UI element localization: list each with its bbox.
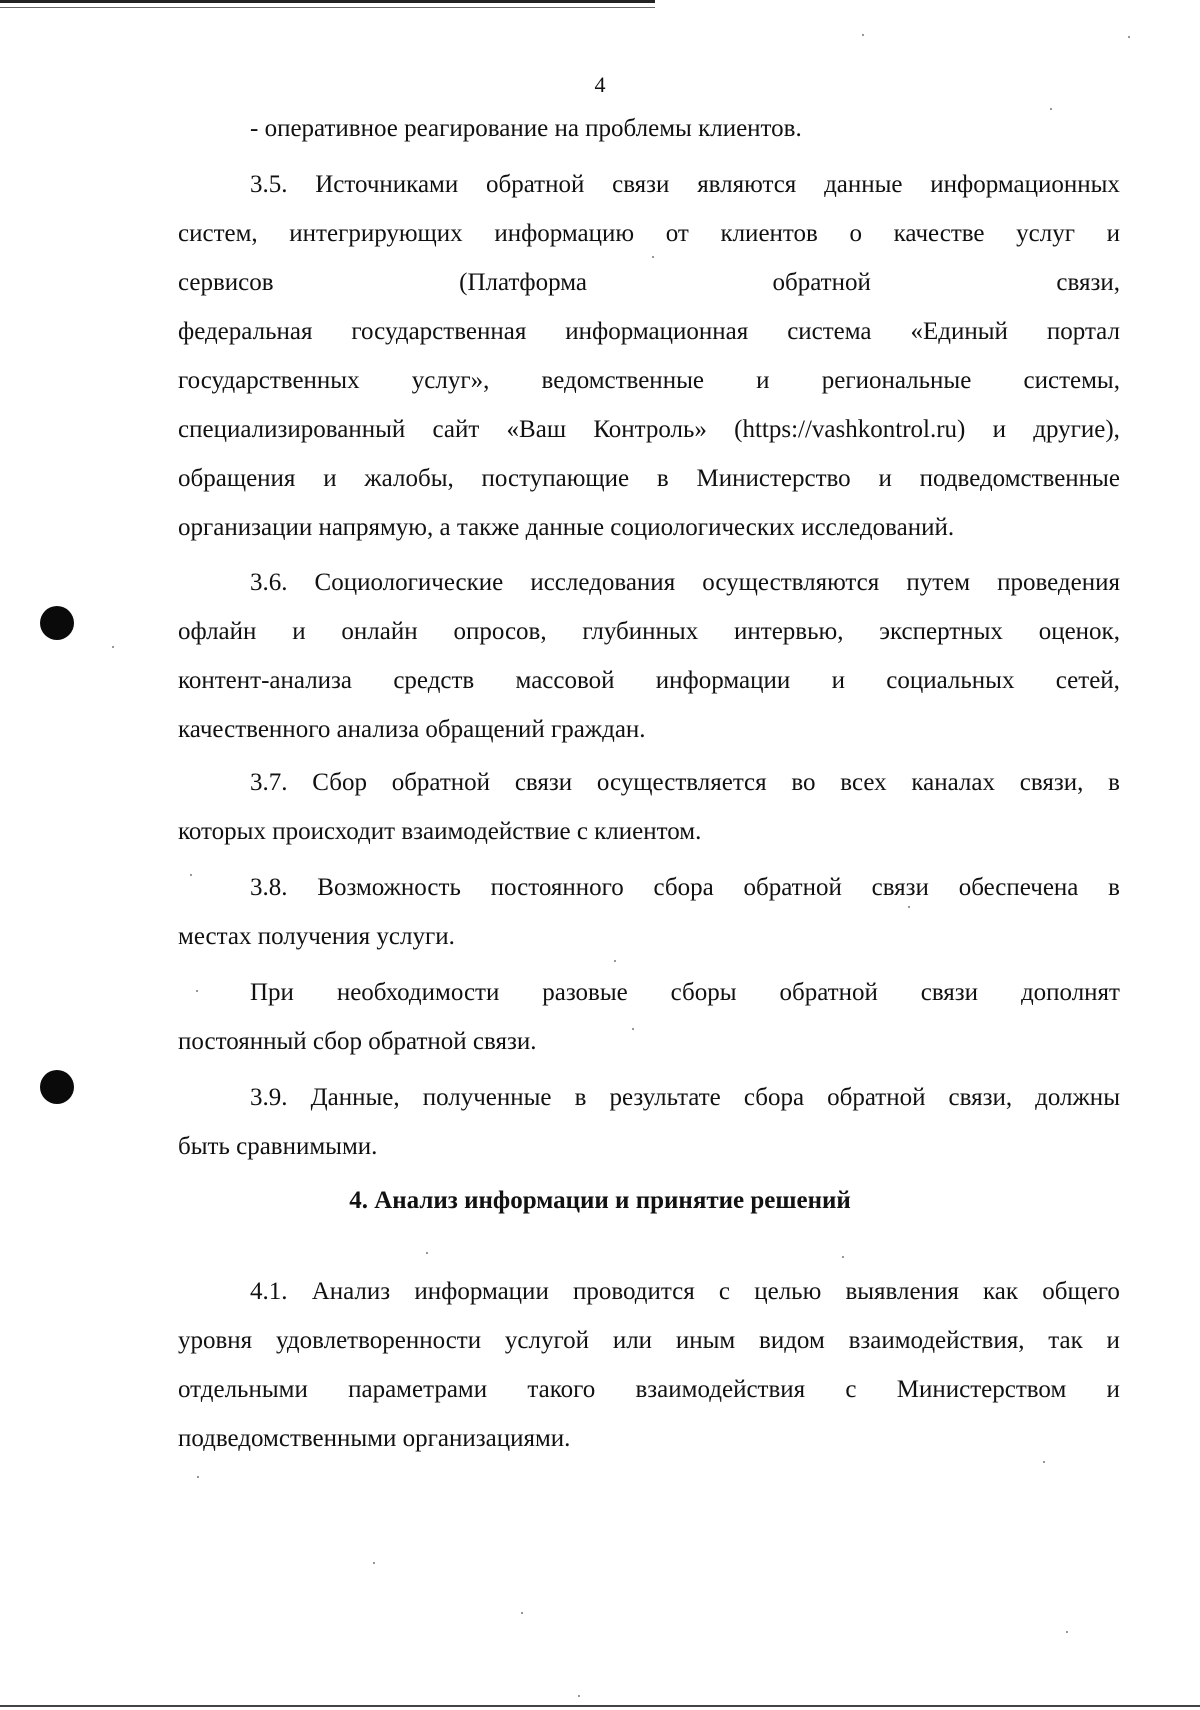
scan-edge-line	[0, 7, 655, 8]
punch-hole-top	[40, 606, 74, 640]
text-line: организации напрямую, а также данные социологических исследований.	[178, 514, 955, 541]
text-line: отдельными параметрами такого взаимодействия с Министерством и	[178, 1376, 1120, 1403]
text-line: - оперативное реагирование на проблемы клиентов.	[250, 115, 802, 142]
text-line: 4.1. Анализ информации проводится с целью выявления как общего	[250, 1278, 1120, 1305]
text-line: государственных услуг», ведомственные и региональные системы,	[178, 367, 1120, 394]
text-line: офлайн и онлайн опросов, глубинных интервью, экспертных оценок,	[178, 618, 1120, 645]
text-line: подведомственными организациями.	[178, 1425, 571, 1452]
scan-speck	[578, 1695, 580, 1697]
scan-speck	[1128, 36, 1130, 38]
section-heading: 4. Анализ информации и принятие решений	[349, 1187, 851, 1214]
scan-speck	[614, 960, 616, 962]
page-number: 4	[594, 72, 606, 97]
text-line: федеральная государственная информационная система «Единый портал	[178, 318, 1120, 345]
scan-speck	[197, 1476, 199, 1478]
scan-speck	[112, 646, 114, 648]
scan-edge-bottom	[0, 1705, 1200, 1707]
text-line: уровня удовлетворенности услугой или иным видом взаимодействия, так и	[178, 1327, 1120, 1354]
scan-speck	[842, 1256, 844, 1258]
text-line: При необходимости разовые сборы обратной связи дополнят	[250, 979, 1120, 1006]
scan-speck	[652, 256, 654, 258]
punch-hole-bottom	[40, 1070, 74, 1104]
text-line: 3.8. Возможность постоянного сбора обратной связи обеспечена в	[250, 874, 1120, 901]
text-line: контент-анализа средств массовой информации и социальных сетей,	[178, 667, 1120, 694]
scan-speck	[632, 1028, 634, 1030]
text-line: местах получения услуги.	[178, 923, 455, 950]
text-line: обращения и жалобы, поступающие в Министерство и подведомственные	[178, 465, 1120, 492]
scan-speck	[1043, 1461, 1045, 1463]
text-line: 3.7. Сбор обратной связи осуществляется во всех каналах связи, в	[250, 769, 1120, 796]
text-line: которых происходит взаимодействие с клиентом.	[178, 818, 702, 845]
scan-edge-top	[0, 0, 655, 3]
text-line: сервисов (Платформа обратной связи,	[178, 269, 1120, 296]
scan-speck	[426, 1252, 428, 1254]
text-line: качественного анализа обращений граждан.	[178, 716, 646, 743]
scan-speck	[862, 34, 864, 36]
scan-speck	[196, 990, 198, 992]
text-line: систем, интегрирующих информацию от клиентов о качестве услуг и	[178, 220, 1120, 247]
scan-speck	[1066, 1631, 1068, 1633]
scan-speck	[373, 1562, 375, 1564]
scan-speck	[521, 1612, 523, 1614]
text-line: быть сравнимыми.	[178, 1133, 378, 1160]
scan-speck	[908, 906, 910, 908]
scan-speck	[1050, 108, 1052, 110]
text-line: постоянный сбор обратной связи.	[178, 1028, 537, 1055]
text-line: 3.5. Источниками обратной связи являются данные информационных	[250, 171, 1120, 198]
text-line: специализированный сайт «Ваш Контроль» (https://vashkontrol.ru) и другие),	[178, 416, 1120, 443]
text-line: 3.9. Данные, полученные в результате сбора обратной связи, должны	[250, 1084, 1120, 1111]
scan-speck	[190, 874, 192, 876]
text-line: 3.6. Социологические исследования осуществляются путем проведения	[250, 569, 1120, 596]
